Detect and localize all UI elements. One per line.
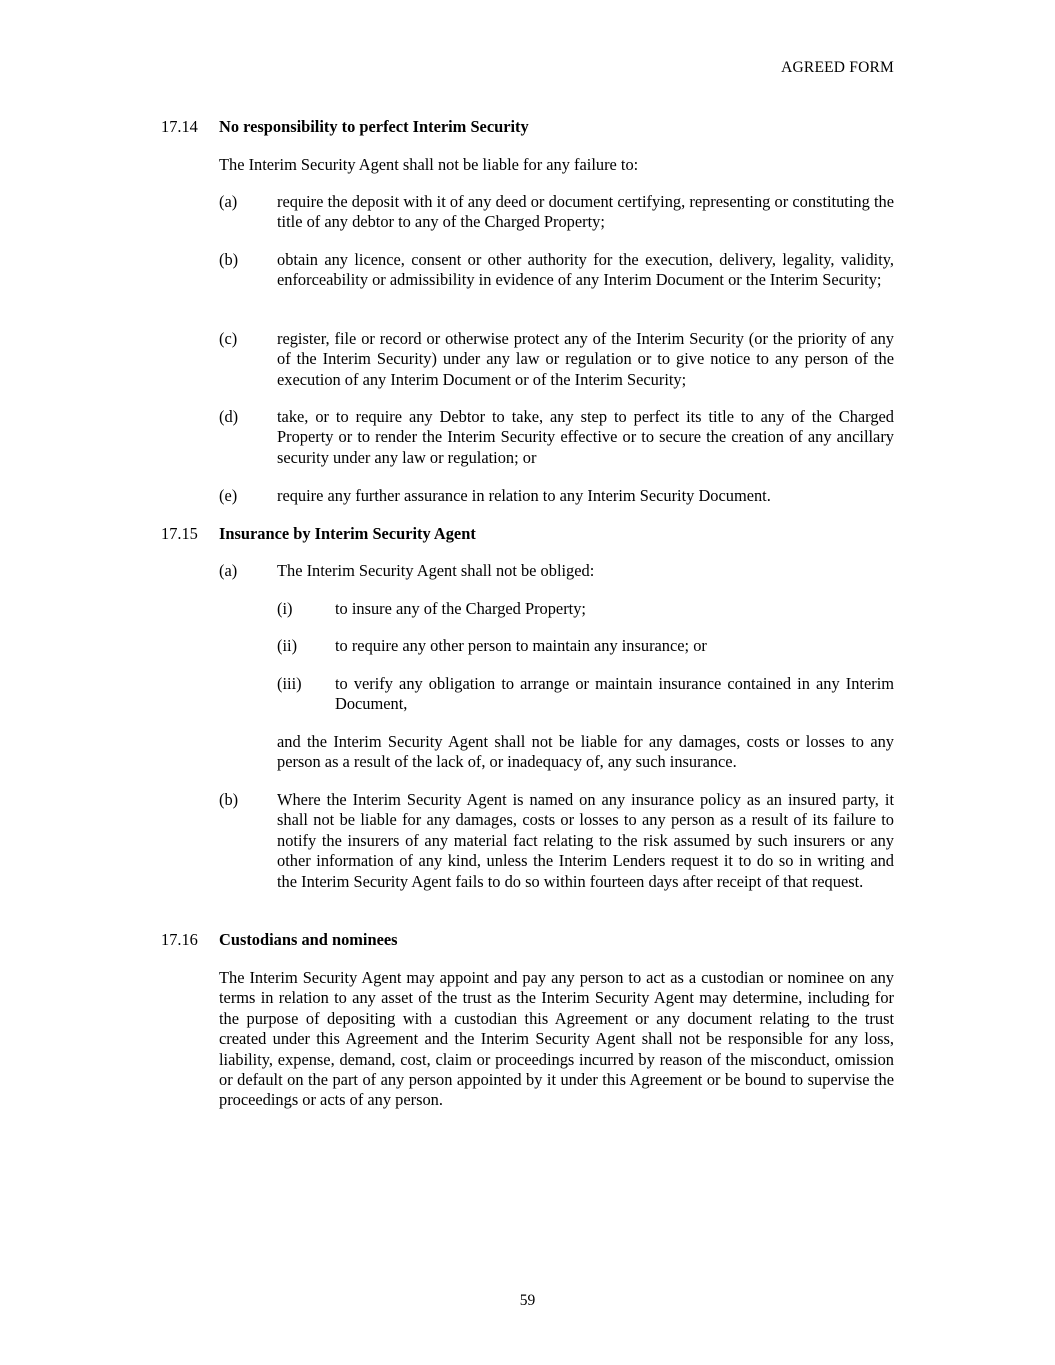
item-label: (d) xyxy=(219,407,239,426)
item-label: (b) xyxy=(219,790,239,809)
clause-number: 17.15 xyxy=(161,524,198,543)
item-label: (c) xyxy=(219,329,238,348)
clause-heading: No responsibility to perfect Interim Security xyxy=(219,117,529,136)
item-text: require any further assurance in relation to any Interim Security Document. xyxy=(277,486,771,505)
item-text: The Interim Security Agent shall not be obliged: xyxy=(277,561,595,580)
clause-number: 17.16 xyxy=(161,930,198,949)
item-text: obtain any licence, consent or other authority for the execution, delivery, legality, validity, enforceability or admissibility in evidence of any Interim Document or the Interim Security; xyxy=(277,250,894,290)
item-label: (b) xyxy=(219,250,239,269)
subitem-text: to verify any obligation to arrange or maintain insurance contained in any Interim Document, xyxy=(335,674,894,714)
subitem-label: (i) xyxy=(277,599,293,618)
subitem-label: (ii) xyxy=(277,636,298,655)
item-text: require the deposit with it of any deed or document certifying, representing or constituting the title of any debtor to any of the Charged Property; xyxy=(277,192,894,232)
item-continuation: and the Interim Security Agent shall not be liable for any damages, costs or losses to any person as a result of the lack of, or inadequacy of, any such insurance. xyxy=(277,732,894,772)
subitem-text: to insure any of the Charged Property; xyxy=(335,599,586,618)
item-label: (a) xyxy=(219,192,238,211)
page-number: 59 xyxy=(519,1292,536,1309)
clause-body: The Interim Security Agent may appoint and pay any person to act as a custodian or nominee on any terms in relation to any asset of the trust as the Interim Security Agent may determine, including for the purpose of depositing with a custodian this Agreement or any document relating to the trust created under this Agreement and the Interim Security Agent shall not be responsible for any loss, liability, expense, demand, cost, claim or proceedings incurred by reason of the misconduct, omission or default on the part of any person appointed by it under this Agreement or be bound to supervise the proceedings or acts of any person. xyxy=(219,968,894,1110)
item-label: (a) xyxy=(219,561,238,580)
item-text: Where the Interim Security Agent is named on any insurance policy as an insured party, it shall not be liable for any damages, costs or losses to any person as a result of its failure to notify the insurers of any material fact relating to the risk assumed by such insurers or any other information of any kind, unless the Interim Lenders request it to do so in writing and the Interim Security Agent fails to do so within fourteen days after receipt of that request. xyxy=(277,790,894,891)
subitem-label: (iii) xyxy=(277,674,302,693)
item-text: take, or to require any Debtor to take, any step to perfect its title to any of the Charged Property or to render the Interim Security effective or to secure the creation of any ancillary security under any law or regulation; or xyxy=(277,407,894,467)
clause-heading: Custodians and nominees xyxy=(219,930,398,949)
page-header: AGREED FORM xyxy=(781,59,894,76)
clause-heading: Insurance by Interim Security Agent xyxy=(219,524,476,543)
subitem-text: to require any other person to maintain any insurance; or xyxy=(335,636,707,655)
item-text: register, file or record or otherwise protect any of the Interim Security (or the priority of any of the Interim Security) under any law or regulation or to give notice to any person of the execution of any Interim Document or of the Interim Security; xyxy=(277,329,894,389)
clause-number: 17.14 xyxy=(161,117,198,136)
item-label: (e) xyxy=(219,486,238,505)
clause-intro: The Interim Security Agent shall not be liable for any failure to: xyxy=(219,155,639,174)
